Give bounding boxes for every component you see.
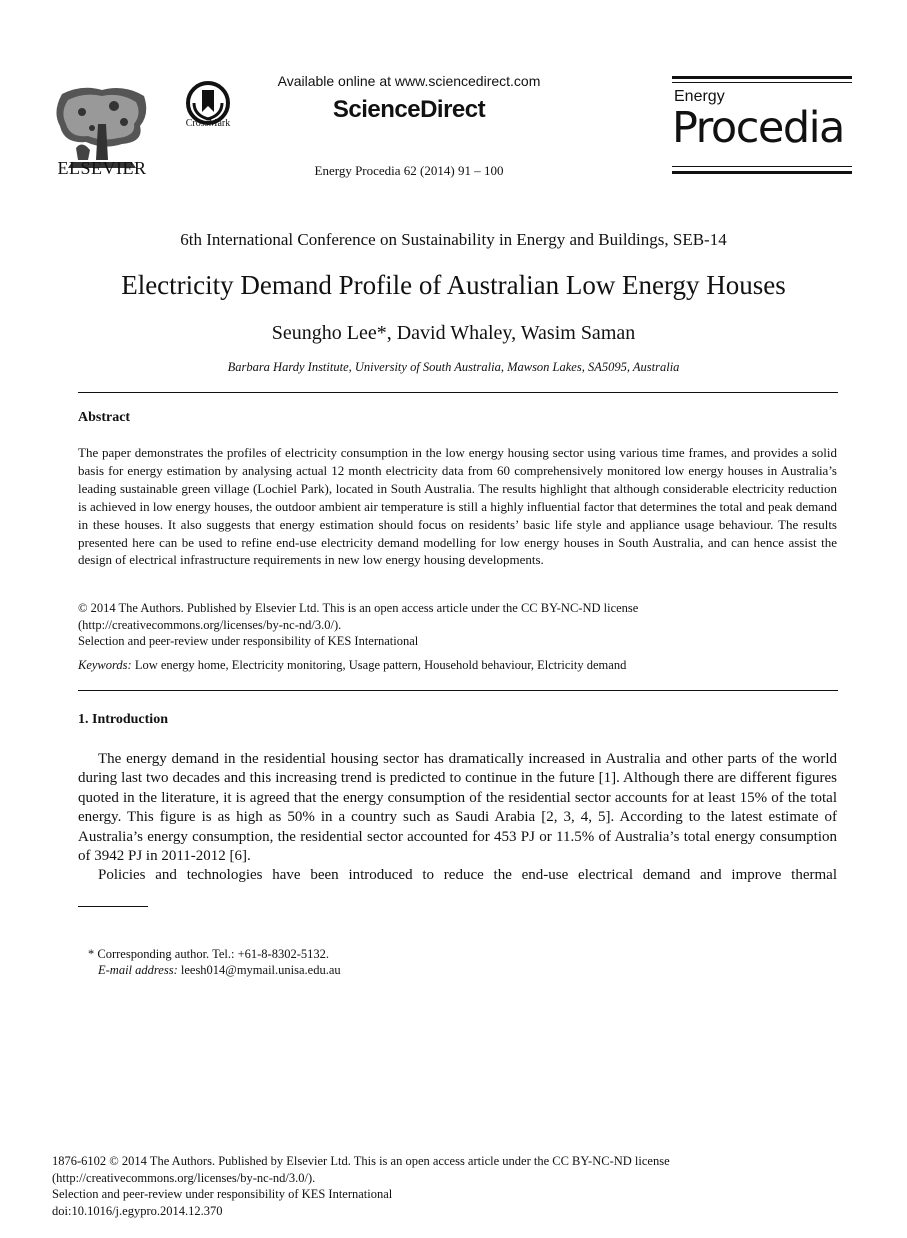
email-address[interactable]: leesh014@mymail.unisa.edu.au [177, 963, 341, 978]
footnote-rule [78, 906, 148, 907]
bottom-copyright [52, 1153, 852, 1219]
peer-review-line: Selection and peer-review under responsibility of KES International [78, 634, 419, 649]
crossmark-label: CrossMark [185, 118, 231, 129]
keywords-label: Keywords: [78, 658, 132, 672]
elsevier-wordmark: ELSEVIER [57, 158, 147, 178]
corresponding-author: * Corresponding author. Tel.: +61-8-8302-5132. [88, 947, 329, 961]
intro-paragraph-1: The energy demand in the residential housing sector has dramatically increased in Australia and other parts of the world during last two decades and this increasing trend is predicted to continue in the future [1]. Although there are different figures quoted in the literature, it is agreed that the energy consumption of the residential sector accounts for at least 15% of the total energy. This figure is as high as 50% in a country such as Saudi Arabia [2, 3, 4, 5]. According to the latest estimate of Australia’s energy consumption, the residential sector accounted for 453 PJ or 11.5% of Australia’s total energy consumption of 3942 PJ in 2011-2012 [6]. [78, 751, 837, 865]
paper-authors: Seungho Lee*, David Whaley, Wasim Saman [271, 322, 636, 344]
email-line [88, 962, 341, 978]
issn-line: 1876-6102 © 2014 The Authors. Published by Elsevier Ltd. This is an open access article under the CC BY-NC-ND license [52, 1154, 670, 1168]
doi-line[interactable]: doi:10.1016/j.egypro.2014.12.370 [52, 1203, 223, 1218]
divider-top [78, 392, 838, 393]
license-line: © 2014 The Authors. Published by Elsevier Ltd. This is an open access article under the CC BY-NC-ND license [78, 601, 639, 615]
paper-title: Electricity Demand Profile of Australian Low Energy Houses [121, 270, 786, 300]
sciencedirect-wordmark: ScienceDirect [332, 96, 486, 123]
logo-energy-text: Energy [674, 88, 725, 105]
author-affiliation: Barbara Hardy Institute, University of South Australia, Mawson Lakes, SA5095, Australia [227, 360, 680, 374]
footnote [88, 946, 341, 979]
email-label: E-mail address: [98, 963, 178, 978]
bottom-peer-review: Selection and peer-review under responsibility of KES International [52, 1187, 393, 1202]
license-link[interactable]: (http://creativecommons.org/licenses/by-nc-nd/3.0/). [78, 617, 342, 632]
divider-bottom [78, 690, 838, 691]
abstract-text: The paper demonstrates the profiles of electricity consumption in the low energy housing sector using various time frames, and provides a solid basis for energy estimation by analysing actual 12 month electricity data from 60 comprehensively monitored low energy houses in Australia’s leading sustainable green village (Lochiel Park), located in South Australia. The results highlight that although considerable electricity reduction is achieved in low energy houses, the outdoor ambient air temperature is still a highly influential factor that determines the total and peak demand in these houses. It also suggests that energy estimation should focus on residents’ basic life style and appliance usage behaviour. The results presented here can be used to refine end-use electricity demand modelling for low energy houses in South Australia, and can hence assist the design of electrical infrastructure requirements in new low energy housing developments. [78, 445, 837, 568]
logo-rule-bottom [672, 171, 852, 174]
abstract-heading: Abstract [78, 410, 131, 425]
logo-procedia-text: Procedia [672, 103, 844, 153]
energy-procedia-logo [672, 74, 852, 178]
logo-rule-bottom-thin [672, 166, 852, 167]
license-block [78, 600, 838, 650]
logo-rule-top-thin [672, 82, 852, 83]
journal-citation: Energy Procedia 62 (2014) 91 – 100 [314, 163, 504, 178]
keywords-list: Low energy home, Electricity monitoring, Usage pattern, Household behaviour, Elctricity demand [131, 658, 627, 672]
conference-name: 6th International Conference on Sustainability in Energy and Buildings, SEB-14 [180, 230, 727, 249]
logo-rule-top [672, 76, 852, 79]
introduction-heading: 1. Introduction [78, 712, 168, 727]
bottom-license-link[interactable]: (http://creativecommons.org/licenses/by-nc-nd/3.0/). [52, 1170, 316, 1185]
intro-paragraph-2: Policies and technologies have been introduced to reduce the end-use electrical demand and improve thermal [98, 867, 837, 884]
keywords-line [78, 658, 838, 673]
available-online-line[interactable]: Available online at www.sciencedirect.com [277, 73, 541, 89]
introduction-text [78, 750, 837, 886]
